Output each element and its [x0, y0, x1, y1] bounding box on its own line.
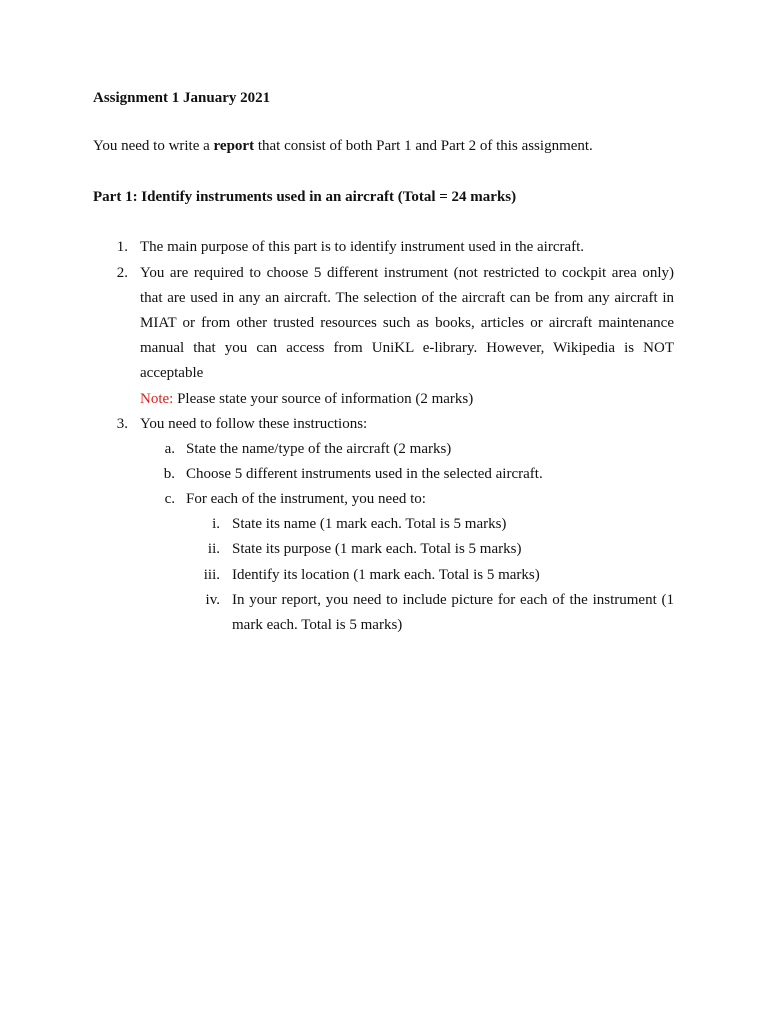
- intro-text-after: that consist of both Part 1 and Part 2 of this assignment.: [254, 138, 593, 154]
- item-2-line-3: MIAT or from other trusted resources such as books, articles or aircraft maintenance: [140, 315, 674, 331]
- sub-marker-a: a.: [164, 441, 175, 457]
- sub-b-text: Choose 5 different instruments used in the selected aircraft.: [186, 466, 543, 482]
- document-title: Assignment 1 January 2021: [93, 90, 271, 106]
- roman-iv-line-2: mark each. Total is 5 marks): [232, 617, 403, 633]
- roman-iv-line-1: In your report, you need to include picture for each of the instrument (1: [232, 592, 674, 608]
- note-label: Note:: [140, 391, 174, 407]
- intro-paragraph: [93, 136, 593, 156]
- item-1-text: The main purpose of this part is to identify instrument used in the aircraft.: [140, 239, 585, 255]
- item-2-line-4: manual that you can access from UniKL e-library. However, Wikipedia is NOT: [140, 340, 674, 356]
- sub-a-text: State the name/type of the aircraft (2 marks): [186, 441, 452, 457]
- roman-marker-i: i.: [212, 516, 220, 532]
- item-3-text: You need to follow these instructions:: [140, 416, 368, 432]
- list-marker-3: 3.: [116, 416, 128, 432]
- note-text: Please state your source of information (2 marks): [173, 391, 474, 407]
- item-2-line-2: that are used in any an aircraft. The selection of the aircraft can be from any aircraft in: [140, 290, 674, 306]
- item-2-line-1: You are required to choose 5 different instrument (not restricted to cockpit area only): [140, 265, 674, 281]
- intro-text-before: You need to write a: [93, 138, 214, 154]
- sub-marker-b: b.: [163, 466, 175, 482]
- list-marker-2: 2.: [116, 265, 128, 281]
- roman-iii-text: Identify its location (1 mark each. Total is 5 marks): [232, 567, 540, 583]
- part1-heading: Part 1: Identify instruments used in an aircraft (Total = 24 marks): [93, 189, 517, 205]
- list-marker-1: 1.: [116, 239, 128, 255]
- roman-i-text: State its name (1 mark each. Total is 5 marks): [232, 516, 507, 532]
- item-2-note: [140, 389, 473, 409]
- roman-ii-text: State its purpose (1 mark each. Total is 5 marks): [232, 541, 522, 557]
- intro-emphasis-report: report: [213, 138, 255, 154]
- roman-marker-iii: iii.: [203, 567, 220, 583]
- sub-marker-c: c.: [164, 491, 175, 507]
- roman-marker-iv: iv.: [205, 592, 220, 608]
- item-2-line-5: acceptable: [140, 365, 204, 381]
- sub-c-text: For each of the instrument, you need to:: [186, 491, 426, 507]
- roman-marker-ii: ii.: [207, 541, 220, 557]
